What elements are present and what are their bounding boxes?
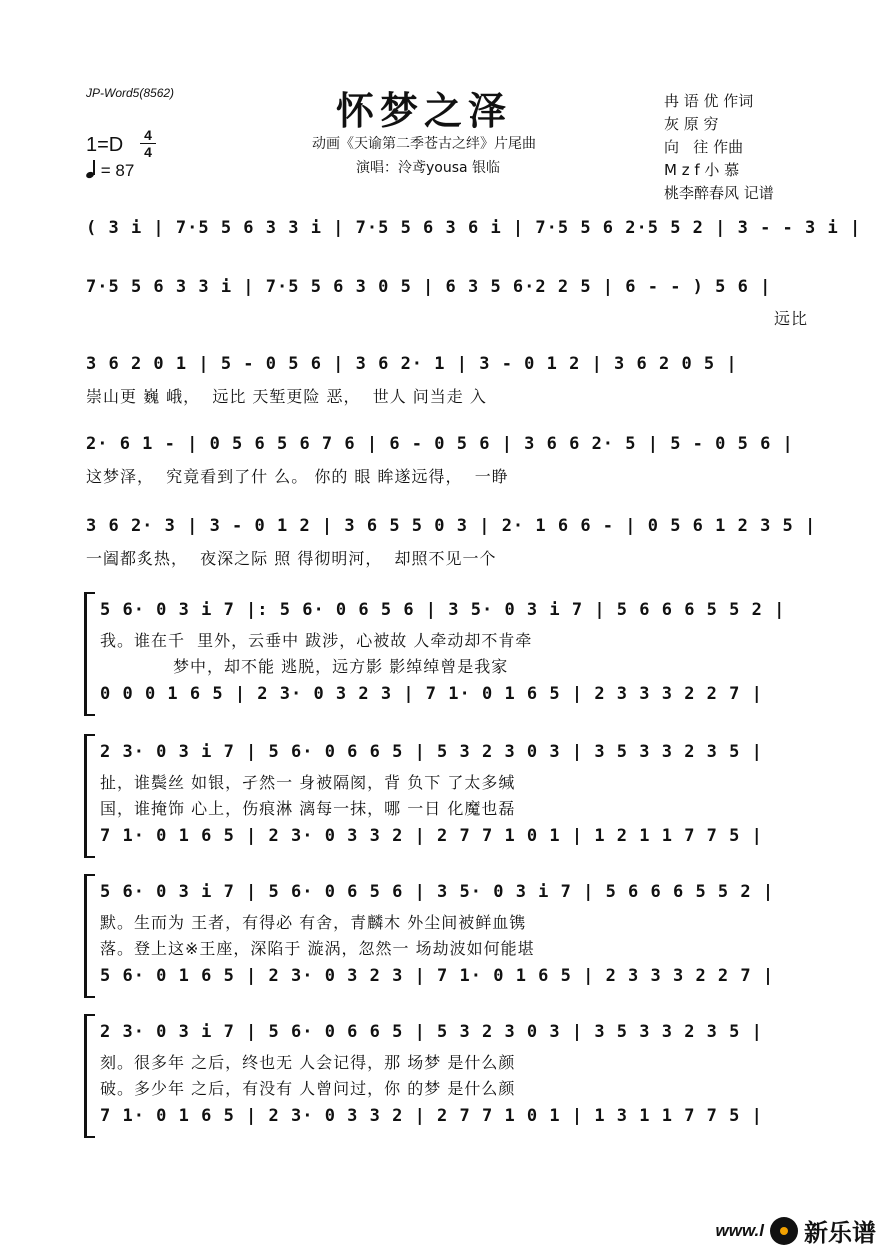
- score-system-2: [86, 734, 808, 858]
- site-brand: 新乐谱: [804, 1219, 876, 1247]
- score-row-3-notes: 3 6 2 0 1 | 5 - 0 5 6 | 3 6 2· 1 | 3 - 0 1 2 | 3 6 2 0 5 |: [86, 354, 738, 374]
- system-4-lyrics-verse-2: 破。多少年 之后，有没有 人曾问过，你 的梦 是什么颜: [100, 1079, 516, 1098]
- score-row-4-lyrics: 这梦泽， 究竟看到了什 么。 你的 眼 眸遂远得， 一睁: [86, 467, 509, 486]
- score-system-4: [86, 1014, 808, 1138]
- tempo-value: = 87: [100, 161, 135, 180]
- quarter-note-icon: [86, 160, 96, 178]
- system-1-lyrics-verse-2: 梦中，却不能 逃脱，远方影 影绰绰曾是我家: [100, 657, 509, 676]
- record-disc-icon: [770, 1217, 798, 1245]
- site-logo: [716, 1213, 877, 1248]
- system-3-harmony: 5 6· 0 1 6 5 | 2 3· 0 3 2 3 | 7 1· 0 1 6 5 | 2 3 3 3 2 2 7 |: [100, 966, 775, 986]
- score-system-3: [86, 874, 808, 998]
- system-1-harmony: 0 0 0 1 6 5 | 2 3· 0 3 2 3 | 7 1· 0 1 6 5 | 2 3 3 3 2 2 7 |: [100, 684, 763, 704]
- system-3-lyrics-verse-1: 默。生而为 王者，有得必 有舍，青麟木 外尘间被鲜血镌: [100, 913, 527, 932]
- score-row-2-lyrics: 远比: [773, 309, 808, 328]
- tempo-marking: [86, 160, 134, 181]
- score-row-5-notes: 3 6 2· 3 | 3 - 0 1 2 | 3 6 5 5 0 3 | 2· 1 6 6 - | 0 5 6 1 2 3 5 |: [86, 516, 817, 536]
- system-2-harmony: 7 1· 0 1 6 5 | 2 3· 0 3 3 2 | 2 7 7 1 0 1 | 1 2 1 1 7 7 5 |: [100, 826, 763, 846]
- score-row-2-notes: 7·5 5 6 3 3 i | 7·5 5 6 3 0 5 | 6 3 5 6·2 2 5 | 6 - - ) 5 6 |: [86, 277, 772, 297]
- song-subtitle: 动画《天谕第二季苍古之绊》片尾曲: [312, 136, 536, 152]
- system-1-lyrics-verse-1: 我。谁在千 里外，云垂中 跋涉，心被故 人牵动却不肯牵: [100, 631, 533, 650]
- system-2-lyrics-verse-1: 扯，谁鬓丝 如银，孑然一 身被隔阂，背 负下 了太多缄: [100, 773, 516, 792]
- system-2-melody: 2 3· 0 3 i 7 | 5 6· 0 6 6 5 | 5 3 2 3 0 3 | 3 5 3 3 2 3 5 |: [100, 742, 763, 762]
- credit-line: M z f 小 慕: [664, 161, 740, 179]
- site-url: www.l: [715, 1220, 764, 1240]
- score-system-1: [86, 592, 808, 716]
- credit-line: 灰 原 穷: [664, 115, 719, 133]
- credit-line: 向 往 作曲: [664, 138, 744, 156]
- time-signature: [140, 128, 156, 159]
- credit-line: 冉 语 优 作词: [664, 92, 754, 110]
- system-4-harmony: 7 1· 0 1 6 5 | 2 3· 0 3 3 2 | 2 7 7 1 0 1 | 1 3 1 1 7 7 5 |: [100, 1106, 763, 1126]
- software-watermark: JP-Word5(8562): [86, 86, 175, 100]
- score-row-5-lyrics: 一阖都炙热， 夜深之际 照 得彻明河， 却照不见一个: [86, 549, 497, 568]
- time-sig-top: 4: [144, 127, 152, 143]
- system-3-melody: 5 6· 0 3 i 7 | 5 6· 0 6 5 6 | 3 5· 0 3 i 7 | 5 6 6 6 5 5 2 |: [100, 882, 775, 902]
- score-row-1-notes: ( 3 i | 7·5 5 6 3 3 i | 7·5 5 6 3 6 i | 7·5 5 6 2·5 5 2 | 3 - - 3 i |: [86, 218, 862, 238]
- song-title: 怀梦之泽: [336, 88, 513, 133]
- system-1-melody: 5 6· 0 3 i 7 |: 5 6· 0 6 5 6 | 3 5· 0 3 i 7 | 5 6 6 6 5 5 2 |: [100, 600, 786, 620]
- system-4-melody: 2 3· 0 3 i 7 | 5 6· 0 6 6 5 | 5 3 2 3 0 3 | 3 5 3 3 2 3 5 |: [100, 1022, 763, 1042]
- system-3-lyrics-verse-2: 落。登上这※王座，深陷于 漩涡，忽然一 场劫波如何能堪: [100, 939, 535, 958]
- system-4-lyrics-verse-1: 刻。很多年 之后，终也无 人会记得，那 场梦 是什么颜: [100, 1053, 516, 1072]
- score-row-3-lyrics: 崇山更 巍 峨， 远比 天堑更险 恶， 世人 问当走 入: [86, 387, 487, 406]
- time-sig-bottom: 4: [144, 144, 152, 160]
- score-row-4-notes: 2· 6 1 - | 0 5 6 5 6 7 6 | 6 - 0 5 6 | 3 6 6 2· 5 | 5 - 0 5 6 |: [86, 434, 794, 454]
- credit-line: 桃李醉春风 记谱: [664, 184, 774, 202]
- credits-block: [664, 90, 774, 205]
- singers-line: 演唱：泠鸢yousa 银临: [356, 160, 501, 176]
- system-2-lyrics-verse-2: 国，谁掩饰 心上，伤痕淋 漓每一抹，哪 一日 化魔也磊: [100, 799, 516, 818]
- key-signature: 1=D: [86, 134, 124, 156]
